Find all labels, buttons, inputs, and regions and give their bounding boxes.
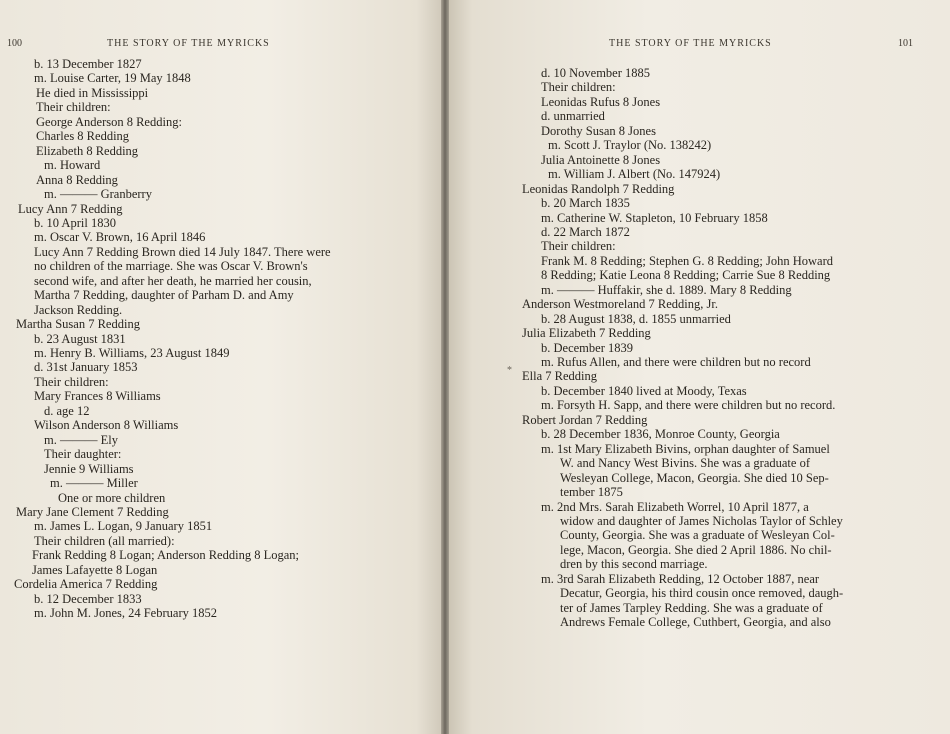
text-line: m. ——— Miller	[50, 476, 138, 491]
text-line: d. 22 March 1872	[541, 224, 630, 239]
text-line: m. Rufus Allen, and there were children but no record	[541, 355, 811, 369]
text-line: b. 10 April 1830	[34, 215, 116, 230]
text-line: b. 20 March 1835	[541, 196, 630, 211]
text-line: b. 28 December 1836, Monroe County, Georgia	[541, 427, 780, 442]
text-line: m. Catherine W. Stapleton, 10 February 1858	[541, 210, 768, 225]
text-line: Elizabeth 8 Redding	[36, 143, 139, 158]
left-page-number: 100	[7, 38, 22, 49]
text-line: Martha 7 Redding, daughter of Parham D. and Amy	[34, 288, 294, 303]
text-line: m. Oscar V. Brown, 16 April 1846	[34, 230, 206, 245]
text-line: widow and daughter of James Nicholas Taylor of Schley	[560, 513, 843, 528]
text-line: m. ——— Granberry	[44, 187, 152, 202]
text-line: m. ——— Huffakir, she d. 1889. Mary 8 Redding	[541, 282, 792, 297]
text-line: b. 13 December 1827	[34, 57, 142, 71]
text-line: Frank M. 8 Redding; Stephen G. 8 Redding; John Howard	[541, 253, 833, 268]
text-line: m. 3rd Sarah Elizabeth Redding, 12 October 1887, near	[541, 571, 820, 586]
text-line: Wilson Anderson 8 Williams	[34, 418, 179, 433]
text-line: Ella 7 Redding	[522, 369, 597, 384]
text-line: James Lafayette 8 Logan	[32, 562, 158, 577]
text-line: second wife, and after her death, he married her cousin,	[34, 273, 312, 288]
text-line: m. John M. Jones, 24 February 1852	[34, 606, 217, 621]
margin-mark: *	[507, 365, 512, 376]
text-line: ter of James Tarpley Redding. She was a graduate of	[560, 600, 823, 615]
text-line: Dorothy Susan 8 Jones	[541, 123, 656, 138]
text-line: Lucy Ann 7 Redding Brown died 14 July 1847. There were	[34, 244, 331, 259]
text-line: Julia Elizabeth 7 Redding	[522, 326, 651, 341]
right-page-number: 101	[898, 38, 913, 49]
text-line: m. Howard	[44, 158, 101, 173]
text-line: One or more children	[58, 490, 166, 505]
text-line: m. Scott J. Traylor (No. 138242)	[548, 138, 712, 153]
text-line: lege, Macon, Georgia. She died 2 April 1886. No chil-	[560, 542, 832, 557]
text-line: m. William J. Albert (No. 147924)	[548, 167, 721, 182]
left-running-head: THE STORY OF THE MYRICKS	[107, 38, 270, 49]
text-line: b. 28 August 1838, d. 1855 unmarried	[541, 311, 731, 326]
text-line: Their children:	[541, 239, 616, 254]
text-line: m. Henry B. Williams, 23 August 1849	[34, 346, 230, 360]
book-gutter	[441, 0, 449, 734]
text-line: Cordelia America 7 Redding	[14, 577, 158, 592]
text-line: Decatur, Georgia, his third cousin once removed, daugh-	[560, 586, 844, 601]
text-line: Their children:	[541, 80, 616, 95]
text-line: Mary Jane Clement 7 Redding	[16, 504, 169, 519]
text-line: W. and Nancy West Bivins. She was a graduate of	[560, 456, 810, 471]
text-line: Leonidas Randolph 7 Redding	[522, 181, 675, 196]
text-line: He died in Mississippi	[36, 85, 149, 100]
text-line: Jackson Redding.	[34, 302, 123, 317]
text-line: Anderson Westmoreland 7 Redding, Jr.	[522, 297, 718, 312]
text-line: d. 10 November 1885	[541, 66, 651, 80]
text-line: b. December 1839	[541, 340, 633, 355]
text-line: b. December 1840 lived at Moody, Texas	[541, 383, 747, 398]
text-line: m. Louise Carter, 19 May 1848	[34, 71, 191, 86]
text-line: Their children (all married):	[34, 533, 175, 548]
text-line: b. 12 December 1833	[34, 591, 142, 606]
text-line: Leonidas Rufus 8 Jones	[541, 94, 661, 109]
text-line: no children of the marriage. She was Oscar V. Brown's	[34, 259, 308, 274]
text-line: m. ——— Ely	[44, 432, 118, 447]
text-line: m. 1st Mary Elizabeth Bivins, orphan daughter of Samuel	[541, 441, 830, 456]
text-line: Their daughter:	[44, 447, 122, 462]
text-line: b. 23 August 1831	[34, 331, 126, 346]
text-line: Wesleyan College, Macon, Georgia. She died 10 Sep-	[560, 470, 829, 485]
text-line: d. 31st January 1853	[34, 360, 138, 375]
text-line: Lucy Ann 7 Redding	[18, 201, 123, 216]
text-line: Martha Susan 7 Redding	[16, 317, 140, 332]
text-line: 8 Redding; Katie Leona 8 Redding; Carrie Sue 8 Redding	[541, 268, 831, 283]
text-line: tember 1875	[560, 485, 623, 500]
text-line: m. 2nd Mrs. Sarah Elizabeth Worrel, 10 April 1877, a	[541, 499, 809, 514]
text-line: County, Georgia. She was a graduate of Wesleyan Col-	[560, 528, 835, 543]
text-line: Julia Antoinette 8 Jones	[541, 152, 661, 167]
text-line: Andrews Female College, Cuthbert, Georgia, and also	[560, 615, 831, 630]
text-line: George Anderson 8 Redding:	[36, 114, 182, 129]
text-line: m. Forsyth H. Sapp, and there were children but no record.	[541, 398, 836, 413]
text-line: Mary Frances 8 Williams	[34, 389, 161, 404]
text-line: d. unmarried	[541, 109, 605, 124]
text-line: Anna 8 Redding	[36, 172, 118, 187]
text-line: m. James L. Logan, 9 January 1851	[34, 519, 213, 534]
text-line: d. age 12	[44, 403, 90, 418]
text-line: Their children:	[36, 100, 111, 115]
text-line: Robert Jordan 7 Redding	[522, 412, 648, 427]
text-line: Frank Redding 8 Logan; Anderson Redding 8 Logan;	[32, 548, 299, 563]
text-line: Jennie 9 Williams	[44, 461, 134, 476]
text-line: Their children:	[34, 374, 109, 389]
right-running-head: THE STORY OF THE MYRICKS	[609, 38, 772, 49]
text-line: Charles 8 Redding	[36, 129, 130, 144]
text-line: dren by this second marriage.	[560, 557, 708, 572]
